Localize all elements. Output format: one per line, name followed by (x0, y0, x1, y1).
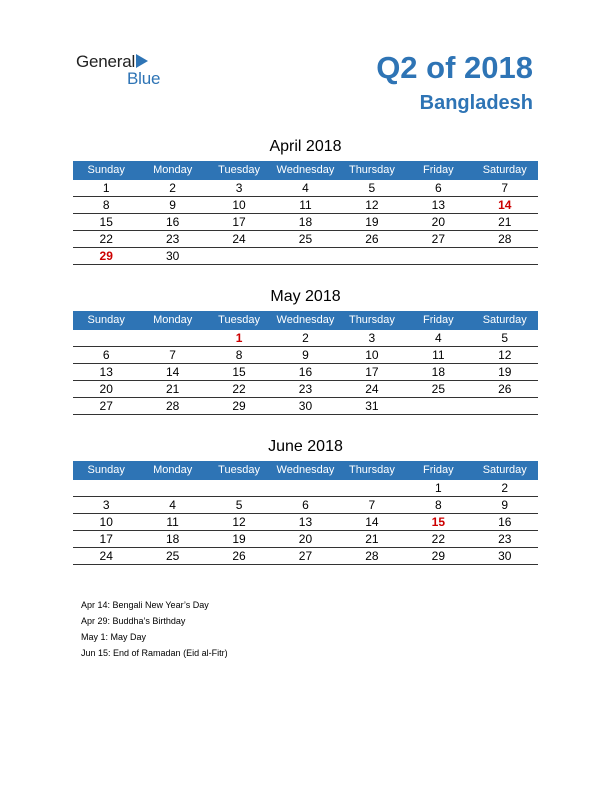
month-calendar-april (73, 136, 538, 265)
day-cell: 22 (431, 532, 445, 546)
day-cell: 3 (235, 181, 243, 195)
week-row (73, 480, 538, 497)
day-cell (206, 480, 272, 496)
day-cell: 13 (99, 365, 113, 379)
day-cell: 26 (232, 549, 246, 563)
day-cell (339, 248, 405, 264)
day-cell: 12 (365, 198, 379, 212)
day-cell: 2 (501, 481, 509, 495)
day-cell: 15 (232, 365, 246, 379)
weekday-header (73, 461, 538, 480)
day-cell: 9 (169, 198, 176, 212)
day-cell: 8 (102, 198, 110, 212)
week-row (73, 531, 538, 548)
logo-triangle-icon (136, 54, 148, 68)
holiday-note: Apr 14: Bengali New Year’s Day (81, 600, 209, 610)
month-calendar-may (73, 286, 538, 415)
day-cell: 23 (498, 532, 512, 546)
day-cell: 13 (431, 198, 445, 212)
weekday-label: Wednesday (276, 164, 335, 176)
day-cell: 5 (368, 181, 376, 195)
day-cell: 2 (302, 331, 309, 345)
day-cell: 14 (498, 198, 512, 212)
day-cell: 7 (501, 181, 509, 195)
day-cell: 17 (365, 365, 379, 379)
logo-text-blue: Blue (127, 69, 161, 88)
day-cell (405, 398, 471, 414)
weekday-label: Friday (423, 164, 454, 176)
day-cell: 1 (235, 331, 243, 345)
weekday-label: Thursday (348, 314, 395, 326)
logo-text-general: General (76, 52, 136, 71)
day-cell (73, 330, 139, 346)
month-calendar-june (73, 436, 538, 565)
day-cell: 30 (165, 249, 180, 263)
day-cell: 14 (165, 365, 180, 379)
weekday-label: Friday (423, 314, 454, 326)
day-cell: 7 (169, 348, 176, 362)
page-title: Q2 of 2018 (376, 50, 533, 85)
day-cell: 21 (365, 532, 379, 546)
day-cell: 14 (365, 515, 379, 529)
day-cell (206, 248, 272, 264)
weekday-label: Tuesday (218, 164, 260, 176)
day-cell: 5 (501, 331, 509, 345)
day-cell: 11 (432, 348, 445, 362)
day-cell: 30 (498, 549, 512, 563)
day-cell: 20 (431, 215, 445, 229)
day-cell: 12 (498, 348, 512, 362)
week-row (73, 364, 538, 381)
month-title: June 2018 (268, 438, 343, 455)
day-cell: 10 (232, 198, 246, 212)
weekday-label: Friday (423, 464, 454, 476)
day-cell: 11 (166, 515, 179, 529)
week-row (73, 330, 538, 347)
week-row (73, 197, 538, 214)
month-title: May 2018 (270, 288, 341, 305)
day-cell: 13 (298, 515, 313, 529)
day-cell: 16 (498, 515, 512, 529)
day-cell: 25 (298, 232, 313, 246)
week-row (73, 231, 538, 248)
day-cell: 24 (365, 382, 379, 396)
day-cell: 12 (232, 515, 246, 529)
day-cell: 16 (298, 365, 313, 379)
week-row (73, 214, 538, 231)
weekday-label: Sunday (87, 464, 125, 476)
weekday-header (73, 161, 538, 180)
day-cell: 28 (498, 232, 512, 246)
day-cell (73, 480, 139, 496)
day-cell: 23 (298, 382, 313, 396)
holiday-note: Jun 15: End of Ramadan (Eid al-Fitr) (81, 648, 228, 658)
day-cell: 27 (431, 232, 445, 246)
day-cell (139, 330, 205, 346)
day-cell (472, 398, 538, 414)
day-cell: 26 (365, 232, 379, 246)
day-cell: 6 (434, 181, 442, 195)
day-cell: 29 (232, 399, 246, 413)
month-title: April 2018 (269, 138, 342, 155)
day-cell: 25 (165, 549, 180, 563)
day-cell: 27 (99, 399, 113, 413)
generalblue-logo (76, 52, 176, 88)
holiday-note: Apr 29: Buddha’s Birthday (81, 616, 186, 626)
day-cell: 27 (298, 549, 313, 563)
day-cell: 1 (102, 181, 110, 195)
weekday-label: Saturday (482, 464, 527, 476)
week-row (73, 180, 538, 197)
day-cell: 15 (99, 215, 113, 229)
weekday-label: Saturday (482, 314, 527, 326)
day-cell (272, 248, 338, 264)
week-row (73, 497, 538, 514)
day-cell: 22 (99, 232, 113, 246)
country-name: Bangladesh (419, 92, 533, 114)
week-row (73, 381, 538, 398)
day-cell: 31 (365, 399, 379, 413)
day-cell: 4 (169, 498, 176, 512)
day-cell: 18 (431, 365, 445, 379)
day-cell: 4 (434, 331, 442, 345)
day-cell: 21 (498, 215, 512, 229)
day-cell: 28 (365, 549, 379, 563)
week-row (73, 514, 538, 531)
day-cell: 19 (232, 532, 246, 546)
day-cell: 11 (299, 198, 312, 212)
day-cell (472, 248, 538, 264)
day-cell: 8 (235, 348, 243, 362)
day-cell: 20 (99, 382, 113, 396)
day-cell: 9 (501, 498, 509, 512)
day-cell: 6 (102, 348, 110, 362)
day-cell: 2 (169, 181, 176, 195)
day-cell (405, 248, 471, 264)
day-cell (139, 480, 205, 496)
day-cell: 24 (99, 549, 113, 563)
weekday-label: Wednesday (276, 314, 335, 326)
day-cell: 7 (368, 498, 376, 512)
day-cell: 26 (498, 382, 512, 396)
weekday-label: Sunday (87, 164, 125, 176)
day-cell: 10 (99, 515, 113, 529)
day-cell: 22 (232, 382, 246, 396)
day-cell: 5 (235, 498, 243, 512)
day-cell: 6 (302, 498, 309, 512)
weekday-label: Tuesday (218, 464, 260, 476)
day-cell: 10 (365, 348, 379, 362)
day-cell: 30 (298, 399, 313, 413)
day-cell: 3 (102, 498, 110, 512)
weekday-label: Monday (153, 314, 193, 326)
weekday-label: Saturday (482, 164, 527, 176)
day-cell: 3 (368, 331, 376, 345)
day-cell: 18 (165, 532, 180, 546)
week-row (73, 548, 538, 565)
day-cell: 20 (298, 532, 313, 546)
day-cell: 15 (431, 515, 445, 529)
day-cell: 28 (165, 399, 180, 413)
day-cell: 21 (165, 382, 180, 396)
day-cell (272, 480, 338, 496)
weekday-label: Wednesday (276, 464, 335, 476)
day-cell: 17 (232, 215, 246, 229)
weekday-label: Monday (153, 164, 193, 176)
day-cell: 8 (434, 498, 442, 512)
holiday-list (81, 597, 228, 661)
weekday-label: Tuesday (218, 314, 260, 326)
day-cell: 16 (165, 215, 180, 229)
day-cell: 17 (99, 532, 113, 546)
weekday-header (73, 311, 538, 330)
week-row (73, 398, 538, 415)
week-row (73, 248, 538, 265)
day-cell: 29 (431, 549, 445, 563)
weekday-label: Monday (153, 464, 193, 476)
day-cell: 29 (99, 249, 113, 263)
holiday-note: May 1: May Day (81, 632, 147, 642)
weekday-label: Thursday (348, 164, 395, 176)
weekday-label: Sunday (87, 314, 125, 326)
day-cell: 19 (498, 365, 512, 379)
day-cell: 25 (431, 382, 445, 396)
week-row (73, 347, 538, 364)
day-cell: 1 (434, 481, 442, 495)
day-cell: 23 (165, 232, 180, 246)
day-cell: 9 (302, 348, 309, 362)
day-cell: 18 (298, 215, 313, 229)
day-cell (339, 480, 405, 496)
weekday-label: Thursday (348, 464, 395, 476)
day-cell: 24 (232, 232, 246, 246)
day-cell: 19 (365, 215, 379, 229)
day-cell: 4 (302, 181, 309, 195)
